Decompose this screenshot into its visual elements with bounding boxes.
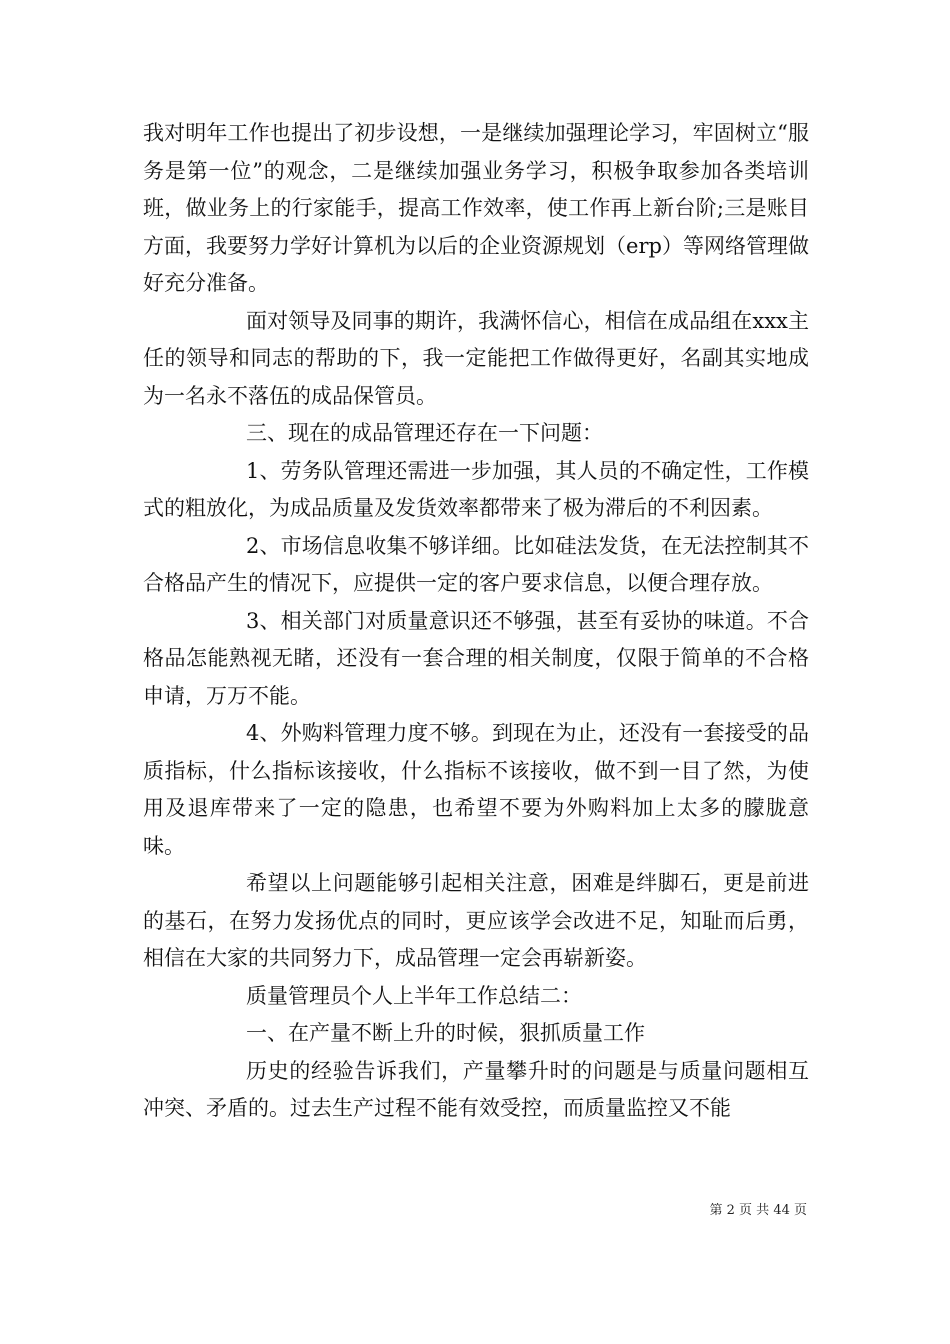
list-item: 4、外购料管理力度不够。到现在为止，还没有一套接受的品质指标，什么指标该接收，什么指标不该接收，做不到一目了然，为使用及退库带来了一定的隐患，也希望不要为外购料加上太多的朦胧意味。 (143, 721, 809, 858)
list-item: 1、劳务队管理还需进一步加强，其人员的不确定性，工作模式的粗放化，为成品质量及发货效率都带来了极为滞后的不利因素。 (143, 458, 809, 520)
paragraph: 我对明年工作也提出了初步设想，一是继续加强理论学习，牢固树立“服务是第一位”的观念，二是继续加强业务学习，积极争取参加各类培训班，做业务上的行家能手，提高工作效率，使工作再上新台阶;三是账目方面，我要努力学好计算机为以后的企业资源规划（erp）等网络管理做好充分准备。 (143, 121, 809, 295)
section-heading: 一、在产量不断上升的时候，狠抓质量工作 (246, 1021, 645, 1045)
list-item: 2、市场信息收集不够详细。比如硅法发货，在无法控制其不合格品产生的情况下，应提供一定的客户要求信息，以便合理存放。 (143, 533, 809, 595)
list-item: 3、相关部门对质量意识还不够强，甚至有妥协的味道。不合格品怎能熟视无睹，还没有一套合理的相关制度，仅限于简单的不合格申请，万万不能。 (143, 608, 809, 708)
document-body (143, 115, 809, 1128)
section-heading: 三、现在的成品管理还存在一下问题： (246, 421, 603, 445)
document-subtitle: 质量管理员个人上半年工作总结二： (246, 983, 582, 1008)
paragraph: 希望以上问题能够引起相关注意，困难是绊脚石，更是前进的基石，在努力发扬优点的同时，更应该学会改进不足，知耻而后勇，相信在大家的共同努力下，成品管理一定会再崭新姿。 (143, 871, 809, 970)
paragraph: 面对领导及同事的期许，我满怀信心，相信在成品组在xxx主任的领导和同志的帮助的下，我一定能把工作做得更好，名副其实地成为一名永不落伍的成品保管员。 (143, 308, 809, 408)
paragraph: 历史的经验告诉我们，产量攀升时的问题是与质量问题相互冲突、矛盾的。过去生产过程不能有效受控，而质量监控又不能 (143, 1058, 809, 1120)
page-number: 第 2 页 共 44 页 (709, 1203, 807, 1218)
